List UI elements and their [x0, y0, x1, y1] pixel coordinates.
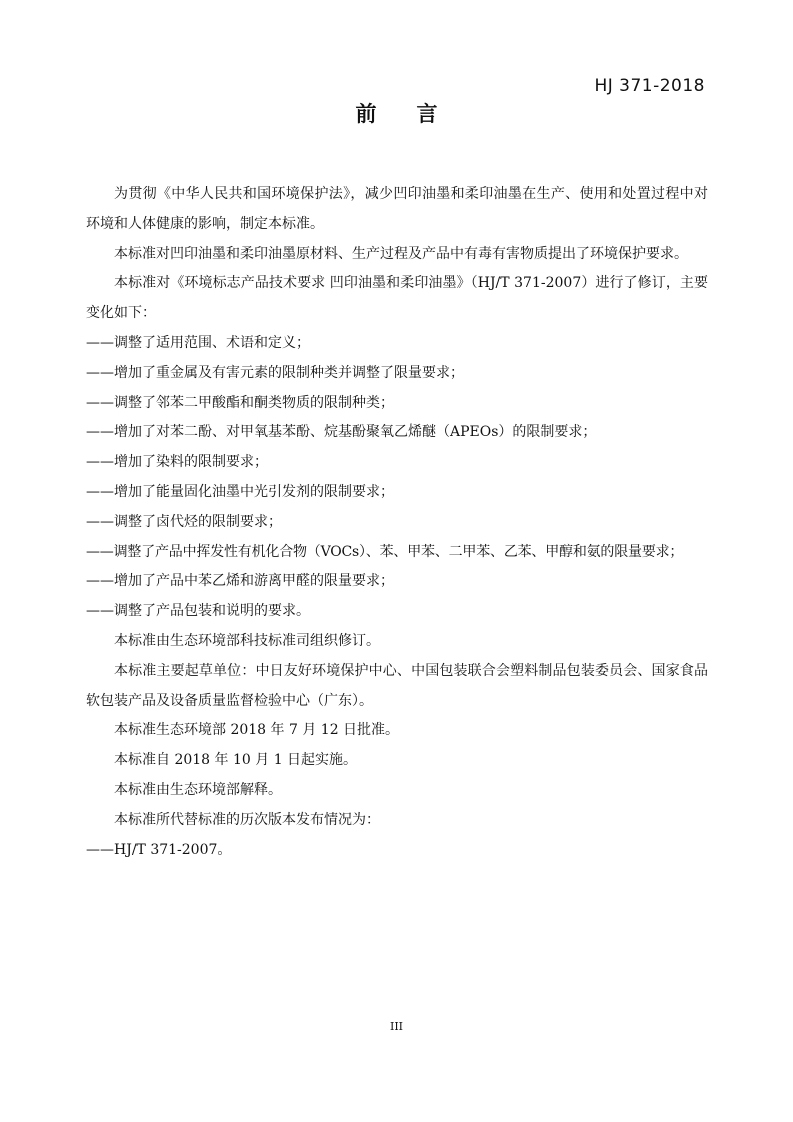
change-item: ——增加了对苯二酚、对甲氧基苯酚、烷基酚聚氧乙烯醚（APEOs）的限制要求； — [86, 424, 597, 441]
closing-paragraph: 本标准生态环境部 2018 年 7 月 12 日批准。 — [114, 722, 400, 739]
page-number: III — [389, 1020, 404, 1033]
change-item: ——增加了能量固化油墨中光引发剂的限制要求； — [86, 483, 394, 500]
standard-code: HJ 371-2018 — [594, 76, 705, 96]
document-body — [86, 180, 708, 865]
change-item: ——增加了染料的限制要求； — [86, 454, 268, 471]
change-item: ——调整了卤代烃的限制要求； — [86, 513, 282, 530]
closing-paragraph: 本标准主要起草单位：中日友好环境保护中心、中国包装联合会塑料制品包装委员会、国家食品软包装产品及设备质量监督检验中心（广东）。 — [86, 662, 708, 709]
page-title: 前言 — [355, 102, 478, 126]
change-item: ——增加了重金属及有害元素的限制种类并调整了限量要求； — [86, 364, 464, 381]
intro-paragraph: 本标准对《环境标志产品技术要求 凹印油墨和柔印油墨》（HJ/T 371-2007）进行了修订，主要变化如下： — [86, 275, 708, 322]
closing-paragraph: 本标准所代替标准的历次版本发布情况为： — [114, 811, 380, 828]
closing-paragraph: 本标准由生态环境部解释。 — [114, 781, 282, 798]
change-item: ——增加了产品中苯乙烯和游离甲醛的限量要求； — [86, 573, 394, 590]
change-item: ——调整了适用范围、术语和定义； — [86, 334, 310, 351]
change-item: ——调整了产品中挥发性有机化合物（VOCs）、苯、甲苯、二甲苯、乙苯、甲醇和氨的限量要求； — [86, 543, 684, 560]
change-item: ——调整了产品包装和说明的要求。 — [86, 603, 310, 620]
intro-paragraph: 为贯彻《中华人民共和国环境保护法》，减少凹印油墨和柔印油墨在生产、使用和处置过程中对环境和人体健康的影响，制定本标准。 — [86, 186, 708, 232]
replaced-version-item: ——HJ/T 371-2007。 — [86, 841, 232, 858]
closing-paragraph: 本标准自 2018 年 10 月 1 日起实施。 — [114, 752, 358, 769]
closing-paragraph: 本标准由生态环境部科技标准司组织修订。 — [114, 632, 380, 649]
change-item: ——调整了邻苯二甲酸酯和酮类物质的限制种类； — [86, 394, 394, 411]
intro-paragraph: 本标准对凹印油墨和柔印油墨原材料、生产过程及产品中有毒有害物质提出了环境保护要求。 — [114, 245, 688, 262]
